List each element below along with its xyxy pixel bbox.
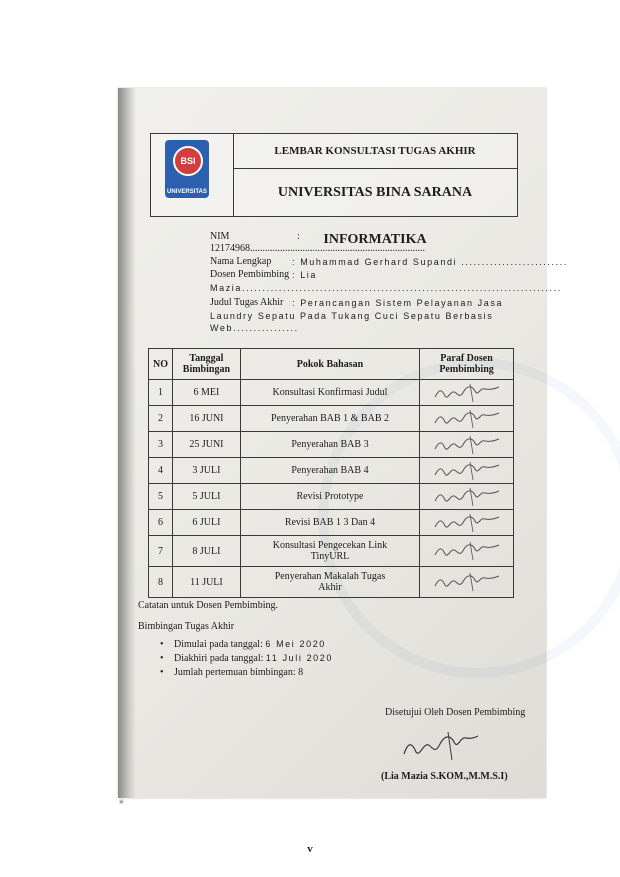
row-date: 16 JUNI <box>172 406 240 432</box>
paraf-signature-icon <box>432 487 502 507</box>
row-date: 3 JULI <box>172 458 240 484</box>
table-row <box>149 484 514 510</box>
row-number: 1 <box>149 380 173 406</box>
row-number: 6 <box>149 510 173 536</box>
advisor-signature <box>400 730 480 762</box>
meeting-count-label: Jumlah pertemuan bimbingan: <box>174 667 296 678</box>
table-row <box>149 458 514 484</box>
photo-shadow-edge <box>118 88 136 798</box>
row-topic: Penyerahan BAB 1 & BAB 2 <box>240 406 419 432</box>
advisor-value: : Lia <box>292 270 318 280</box>
paraf-signature-icon <box>432 435 502 455</box>
row-signature <box>420 458 514 484</box>
start-date-value: 6 Mei 2020 <box>265 639 326 649</box>
start-date-label: Dimulai pada tanggal: <box>174 639 263 650</box>
end-date-label: Diakhiri pada tanggal: <box>174 653 264 664</box>
nim-value: 12174968...................................................................... <box>210 243 425 254</box>
page-number: v <box>307 843 313 855</box>
thesis-title-value: : Perancangan Sistem Pelayanan Jasa <box>292 298 504 308</box>
row-signature <box>420 380 514 406</box>
row-topic: Konsultasi Pengecekan Link TinyURL <box>240 536 419 567</box>
advisor-row <box>210 269 318 281</box>
thesis-title-line3: Web................ <box>210 323 299 333</box>
end-date-item <box>174 653 333 664</box>
signer-name: (Lia Mazia S.KOM.,M.M.S.I) <box>381 771 508 782</box>
paraf-signature-icon <box>432 383 502 403</box>
row-number: 4 <box>149 458 173 484</box>
table-row <box>149 567 514 598</box>
table-row <box>149 380 514 406</box>
notes-title: Catatan untuk Dosen Pembimbing. <box>138 600 278 611</box>
row-date: 5 JULI <box>172 484 240 510</box>
row-number: 5 <box>149 484 173 510</box>
table-header-row <box>149 349 514 380</box>
row-number: 7 <box>149 536 173 567</box>
row-date: 8 JULI <box>172 536 240 567</box>
nim-label: NIM <box>210 231 230 242</box>
paraf-signature-icon <box>432 572 502 592</box>
name-value: : Muhammad Gerhard Supandi .......................... <box>292 257 568 267</box>
row-date: 11 JULI <box>172 567 240 598</box>
thesis-title-row <box>210 297 504 309</box>
header-date: Tanggal Bimbingan <box>172 349 240 380</box>
paraf-signature-icon <box>432 409 502 429</box>
table-row <box>149 510 514 536</box>
meeting-count-item <box>174 667 303 678</box>
row-number: 2 <box>149 406 173 432</box>
consultation-table <box>148 348 514 598</box>
table-row <box>149 432 514 458</box>
header-no: NO <box>149 349 173 380</box>
meeting-count-value: 8 <box>298 667 304 678</box>
row-topic: Penyerahan Makalah Tugas Akhir <box>240 567 419 598</box>
row-signature <box>420 510 514 536</box>
logo-cell <box>151 134 234 216</box>
scanner-watermark: ▣ <box>119 799 124 805</box>
logo-text: UNIVERSITAS <box>167 189 207 195</box>
row-number: 8 <box>149 567 173 598</box>
nim-label-row <box>210 231 300 243</box>
row-date: 25 JUNI <box>172 432 240 458</box>
thesis-title-line2: Laundry Sepatu Pada Tukang Cuci Sepatu Berbasis <box>210 311 494 321</box>
row-signature <box>420 536 514 567</box>
paraf-signature-icon <box>432 513 502 533</box>
name-row <box>210 256 568 268</box>
advisor-continued: Mazia.............................................................................. <box>210 283 562 293</box>
paraf-signature-icon <box>432 461 502 481</box>
notes-subtitle: Bimbingan Tugas Akhir <box>138 621 235 632</box>
nim-separator: : <box>297 231 300 242</box>
end-date-value: 11 Juli 2020 <box>265 653 333 663</box>
row-date: 6 MEI <box>172 380 240 406</box>
row-topic: Revisi Prototype <box>240 484 419 510</box>
header-signature: Paraf Dosen Pembimbing <box>420 349 514 380</box>
row-number: 3 <box>149 432 173 458</box>
table-row <box>149 406 514 432</box>
row-date: 6 JULI <box>172 510 240 536</box>
start-date-item <box>174 639 326 650</box>
logo-emblem-icon: BSI <box>173 146 203 176</box>
row-signature <box>420 567 514 598</box>
form-title: LEMBAR KONSULTASI TUGAS AKHIR <box>233 134 517 169</box>
paraf-signature-icon <box>432 541 502 561</box>
row-topic: Penyerahan BAB 4 <box>240 458 419 484</box>
university-logo <box>165 140 209 198</box>
row-signature <box>420 484 514 510</box>
approval-text: Disetujui Oleh Dosen Pembimbing <box>385 707 526 718</box>
table-row <box>149 536 514 567</box>
row-signature <box>420 432 514 458</box>
name-label: Nama Lengkap <box>210 256 272 267</box>
advisor-label: Dosen Pembimbing <box>210 269 290 280</box>
university-name: UNIVERSITAS BINA SARANA INFORMATIKA <box>277 185 473 247</box>
row-topic: Penyerahan BAB 3 <box>240 432 419 458</box>
row-signature <box>420 406 514 432</box>
row-topic: Konsultasi Konfirmasi Judul <box>240 380 419 406</box>
thesis-title-label: Judul Tugas Akhir <box>210 297 284 308</box>
row-topic: Revisi BAB 1 3 Dan 4 <box>240 510 419 536</box>
header-topic: Pokok Bahasan <box>240 349 419 380</box>
